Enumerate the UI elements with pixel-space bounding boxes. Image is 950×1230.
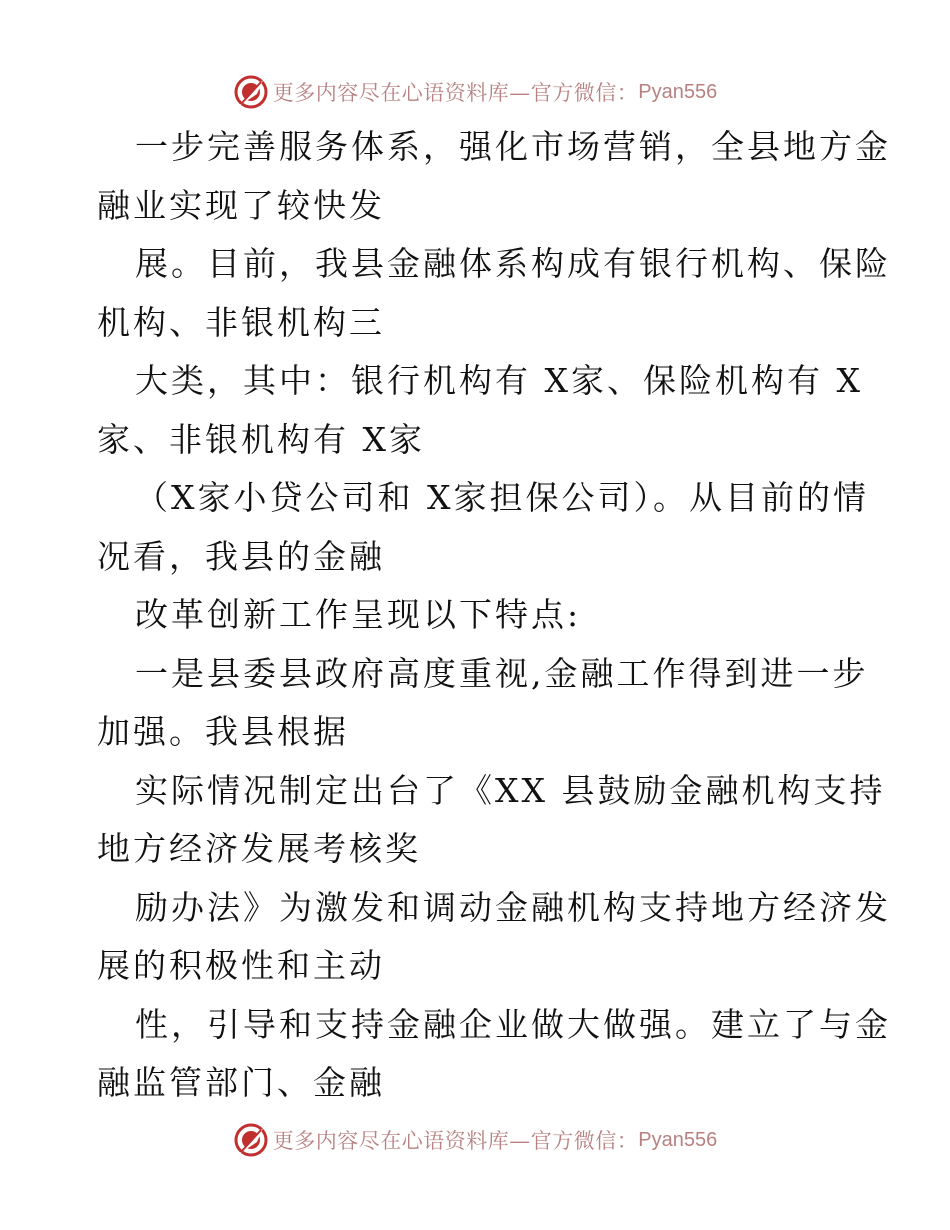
body-line: 机构、非银机构三 <box>97 302 385 342</box>
body-line: 家、非银机构有 X家 <box>97 419 425 459</box>
footer-wechat-id: Pyan556 <box>638 1128 718 1151</box>
body-line: 展的积极性和主动 <box>97 946 385 985</box>
body-line: 加强。我县根据 <box>97 712 349 751</box>
feather-quill-logo-icon <box>233 74 269 110</box>
body-line: 改革创新工作呈现以下特点: <box>135 595 582 634</box>
body-line: 一步完善服务体系，强化市场营销，全县地方金 <box>135 127 891 166</box>
feather-quill-logo-icon <box>233 1122 269 1158</box>
document-body <box>97 118 891 1113</box>
body-line: 地方经济发展考核奖 <box>97 829 421 868</box>
body-line: 大类，其中：银行机构有 X家、保险机构有 X <box>135 361 863 400</box>
footer-watermark-text: 更多内容尽在心语资料库—官方微信： <box>272 1129 639 1153</box>
body-line: 融业实现了较快发 <box>97 185 385 225</box>
body-line: 展。目前，我县金融体系构成有银行机构、保险 <box>135 244 891 283</box>
body-line: 性，引导和支持金融企业做大做强。建立了与金 <box>135 1004 891 1044</box>
header-wechat-id: Pyan556 <box>638 80 718 103</box>
header-watermark <box>0 70 950 114</box>
footer-watermark <box>0 1118 950 1162</box>
body-line: 励办法》为激发和调动金融机构支持地方经济发 <box>135 887 891 927</box>
body-line: 况看，我县的金融 <box>97 536 385 576</box>
body-line: 融监管部门、金融 <box>97 1063 385 1102</box>
body-line: （X家小贷公司和 X家担保公司）。从目前的情 <box>135 478 869 517</box>
body-line: 实际情况制定出台了《XX 县鼓励金融机构支持 <box>135 770 886 810</box>
header-watermark-text: 更多内容尽在心语资料库—官方微信： <box>272 81 639 105</box>
body-line: 一是县委县政府高度重视,金融工作得到进一步 <box>135 653 869 693</box>
